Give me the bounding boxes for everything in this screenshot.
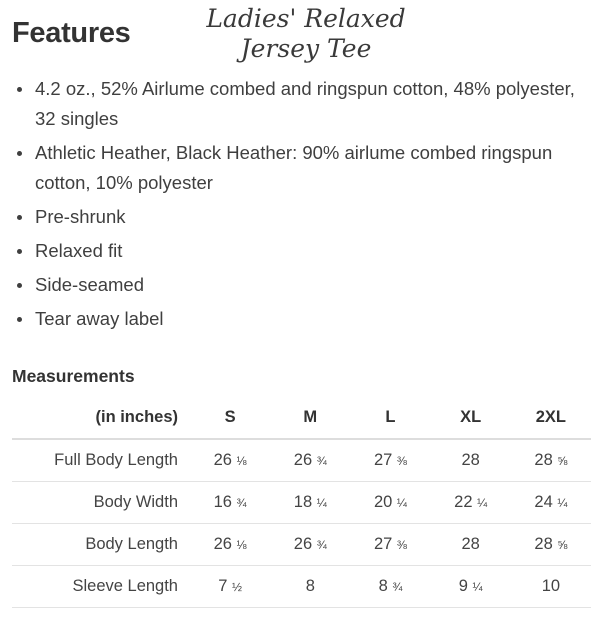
table-cell: 9 ¼ (431, 566, 511, 608)
table-cell: 26 ⅛ (190, 524, 270, 566)
table-cell: 28 ⅝ (511, 439, 591, 482)
table-row (12, 482, 591, 524)
table-row (12, 566, 591, 608)
feature-item: 4.2 oz., 52% Airlume combed and ringspun cotton, 48% polyester, 32 singles (14, 74, 584, 134)
table-cell: 20 ¼ (350, 482, 430, 524)
feature-item: Athletic Heather, Black Heather: 90% airlume combed ringspun cotton, 10% polyester (14, 138, 584, 198)
table-row (12, 524, 591, 566)
table-cell: 28 (431, 524, 511, 566)
product-title-line1: Ladies' Relaxed (206, 4, 406, 33)
table-cell: 24 ¼ (511, 482, 591, 524)
feature-item: Tear away label (14, 304, 584, 334)
table-header-row (12, 396, 591, 439)
table-cell: 22 ¼ (431, 482, 511, 524)
table-cell: 27 ⅜ (350, 524, 430, 566)
feature-item: Side-seamed (14, 270, 584, 300)
feature-item: Relaxed fit (14, 236, 584, 266)
features-list (14, 74, 584, 338)
table-cell: 7 ½ (190, 566, 270, 608)
unit-header: (in inches) (12, 396, 190, 439)
row-label: Body Length (12, 524, 190, 566)
table-row (12, 439, 591, 482)
table-cell: 26 ⅛ (190, 439, 270, 482)
measurements-table (12, 396, 591, 608)
table-cell: 18 ¼ (270, 482, 350, 524)
product-title (188, 4, 424, 64)
table-cell: 16 ¾ (190, 482, 270, 524)
size-header-m: M (270, 396, 350, 439)
size-header-xl: XL (431, 396, 511, 439)
row-label: Sleeve Length (12, 566, 190, 608)
size-header-2xl: 2XL (511, 396, 591, 439)
table-cell: 8 ¾ (350, 566, 430, 608)
table-cell: 28 (431, 439, 511, 482)
feature-item: Pre-shrunk (14, 202, 584, 232)
table-cell: 26 ¾ (270, 439, 350, 482)
table-cell: 27 ⅜ (350, 439, 430, 482)
measurements-heading: Measurements (12, 366, 135, 386)
table-cell: 10 (511, 566, 591, 608)
row-label: Body Width (12, 482, 190, 524)
size-header-s: S (190, 396, 270, 439)
table-cell: 26 ¾ (270, 524, 350, 566)
table-cell: 28 ⅝ (511, 524, 591, 566)
row-label: Full Body Length (12, 439, 190, 482)
features-heading: Features (12, 17, 131, 49)
table-cell: 8 (270, 566, 350, 608)
size-header-l: L (350, 396, 430, 439)
product-title-line2: Jersey Tee (240, 34, 372, 63)
